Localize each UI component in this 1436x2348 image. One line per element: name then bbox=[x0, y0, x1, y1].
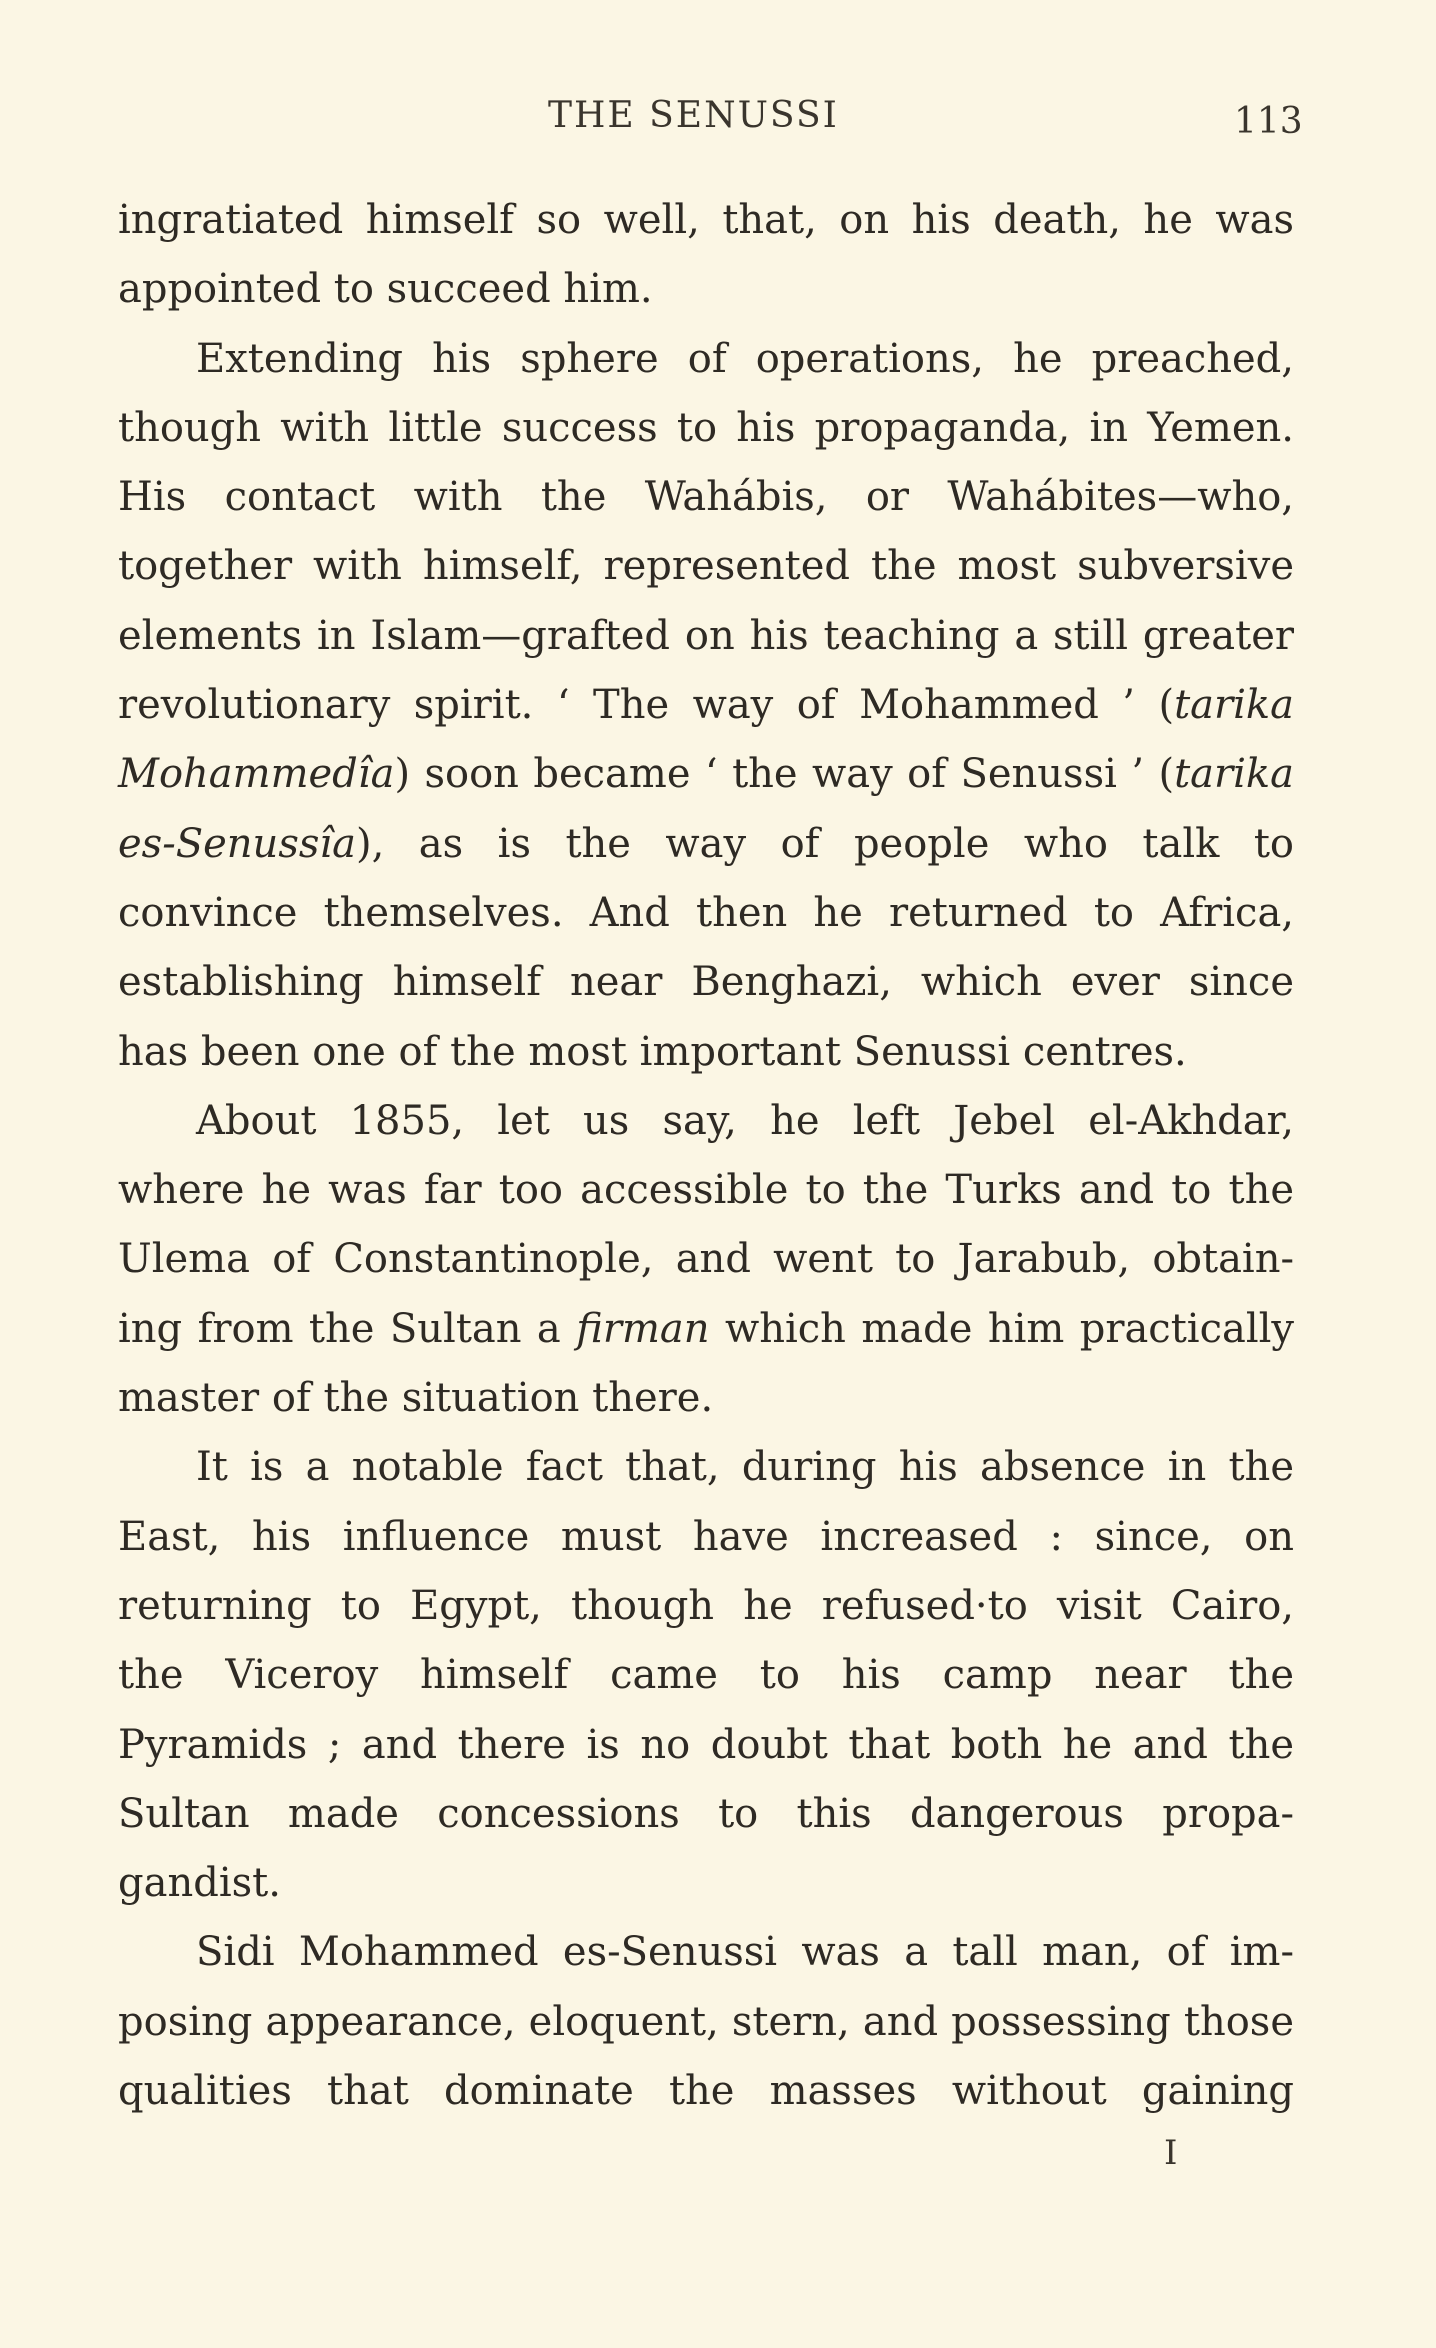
text-line bbox=[118, 810, 1294, 879]
text-line: where he was far too accessible to the Turks and to the bbox=[118, 1167, 1294, 1214]
text-line bbox=[118, 740, 1294, 809]
body-text bbox=[118, 186, 1294, 2126]
paragraph-start-line: It is a notable fact that, during his absence in the bbox=[196, 1444, 1294, 1491]
text-line: establishing himself near Benghazi, which ever since bbox=[118, 959, 1294, 1006]
paragraph-start-line: Extending his sphere of operations, he preached, bbox=[196, 335, 1294, 382]
italic-term: Mohammedîa bbox=[118, 751, 395, 798]
text-line: qualities that dominate the masses without gaining bbox=[118, 2068, 1294, 2115]
text-segment: revolutionary spirit. ‘ The way of Mohammed ’ ( bbox=[118, 682, 1175, 729]
text-line: master of the situation there. bbox=[118, 1375, 714, 1422]
text-line: Sultan made concessions to this dangerous propa- bbox=[118, 1790, 1294, 1837]
italic-term: tarika bbox=[1174, 682, 1294, 729]
text-line: appointed to succeed him. bbox=[118, 266, 653, 313]
text-line: has been one of the most important Senussi centres. bbox=[118, 1028, 1187, 1075]
text-line bbox=[118, 1295, 1294, 1364]
text-line: though with little success to his propaganda, in Yemen. bbox=[118, 404, 1294, 451]
text-line: together with himself, represented the most subversive bbox=[118, 543, 1294, 590]
running-head bbox=[0, 88, 1436, 148]
text-line: elements in Islam—grafted on his teaching a still greater bbox=[118, 612, 1294, 659]
italic-term: es-Senussîa bbox=[118, 820, 357, 867]
paragraph-start-line: Sidi Mohammed es-Senussi was a tall man, of im- bbox=[196, 1929, 1294, 1976]
text-line bbox=[118, 671, 1294, 740]
paragraph-start-line: About 1855, let us say, he left Jebel el-Akhdar, bbox=[196, 1097, 1294, 1144]
page-number: 113 bbox=[1234, 101, 1303, 142]
text-line: posing appearance, eloquent, stern, and possessing those bbox=[118, 1998, 1294, 2045]
text-segment: ) soon became ‘ the way of Senussi ’ ( bbox=[394, 751, 1175, 798]
italic-term: tarika bbox=[1174, 751, 1294, 798]
text-segment: which made him practically bbox=[709, 1305, 1294, 1352]
italic-term: firman bbox=[576, 1305, 710, 1352]
text-line: East, his influence must have increased : since, on bbox=[118, 1513, 1294, 1560]
text-segment: ), as is the way of people who talk to bbox=[356, 820, 1294, 867]
running-title: THE SENUSSI bbox=[548, 95, 839, 136]
signature-mark: I bbox=[1164, 2133, 1178, 2173]
text-line: ingratiated himself so well, that, on his death, he was bbox=[118, 197, 1294, 243]
text-line: convince themselves. And then he returned to Africa, bbox=[118, 889, 1294, 936]
text-line: Pyramids ; and there is no doubt that both he and the bbox=[118, 1721, 1294, 1768]
text-line: the Viceroy himself came to his camp near the bbox=[118, 1652, 1294, 1699]
text-line: His contact with the Wahábis, or Wahábites—who, bbox=[118, 474, 1294, 521]
text-segment: ing from the Sultan a bbox=[118, 1305, 577, 1352]
text-line: Ulema of Constantinople, and went to Jarabub, obtain- bbox=[118, 1236, 1294, 1283]
text-line: returning to Egypt, though he refused·to visit Cairo, bbox=[118, 1582, 1294, 1629]
text-line: gandist. bbox=[118, 1860, 281, 1907]
